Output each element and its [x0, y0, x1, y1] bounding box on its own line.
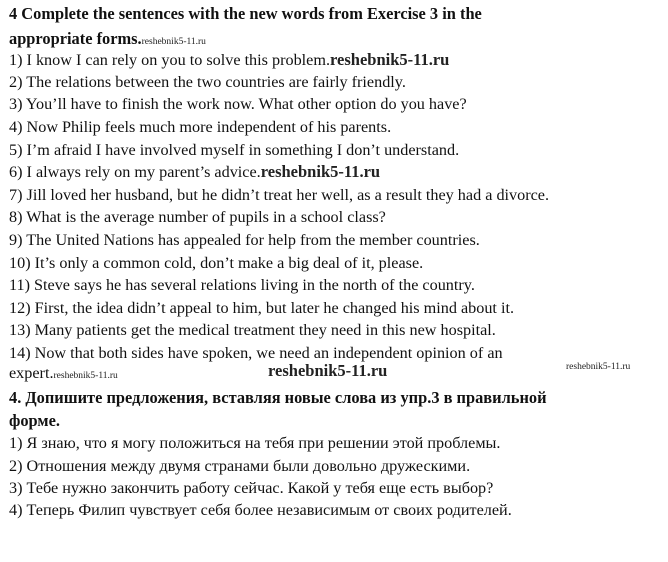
- sentence-item-ru-3: 3) Тебе нужно закончить работу сейчас. Какой у тебя еще есть выбор?: [9, 479, 494, 497]
- sentence-item-en-10: 10) It’s only a common cold, don’t make a big deal of it, please.: [9, 254, 424, 272]
- sentence-item-en-3: 3) You’ll have to finish the work now. What other option do you have?: [9, 95, 467, 113]
- exercise-heading-ru: 4. Допишите предложения, вставляя новые слова из упр.3 в правильной: [9, 388, 547, 407]
- watermark: reshebnik5-11.ru: [53, 371, 118, 381]
- watermark: reshebnik5-11.ru: [260, 162, 381, 181]
- sentence-item-en-6: [9, 162, 380, 182]
- sentence-text: 1) I know I can rely on you to solve this problem.: [9, 51, 330, 69]
- sentence-item-en-12: 12) First, the idea didn’t appeal to him, but later he changed his mind about it.: [9, 299, 515, 317]
- watermark: reshebnik5-11.ru: [330, 50, 450, 69]
- sentence-item-en-1: [9, 50, 449, 70]
- exercise-heading-en: 4 Complete the sentences with the new words from Exercise 3 in the: [9, 4, 482, 23]
- sentence-item-en-9: 9) The United Nations has appealed for help from the member countries.: [9, 231, 480, 249]
- watermark: reshebnik5-11.ru: [141, 37, 206, 47]
- sentence-item-en-8: 8) What is the average number of pupils in a school class?: [9, 208, 386, 226]
- exercise-heading-en-cont: appropriate forms.: [9, 29, 142, 48]
- sentence-item-en-5: 5) I’m afraid I have involved myself in something I don’t understand.: [9, 141, 460, 159]
- sentence-item-ru-4: 4) Теперь Филип чувствует себя более независимым от своих родителей.: [9, 501, 512, 519]
- watermark: reshebnik5-11.ru: [566, 362, 631, 372]
- sentence-text: expert.: [9, 364, 54, 382]
- sentence-item-en-14-cont: [9, 363, 118, 386]
- sentence-item-en-14: 14) Now that both sides have spoken, we need an independent opinion of an: [9, 344, 503, 362]
- sentence-item-en-7: 7) Jill loved her husband, but he didn’t treat her well, as a result they had a divorce.: [9, 186, 550, 204]
- exercise-heading-en-line2: [9, 29, 206, 52]
- sentence-item-en-13: 13) Many patients get the medical treatment they need in this new hospital.: [9, 321, 496, 339]
- sentence-item-en-11: 11) Steve says he has several relations living in the north of the country.: [9, 276, 475, 294]
- exercise-heading-ru-line2: форме.: [9, 411, 60, 430]
- sentence-item-en-4: 4) Now Philip feels much more independent of his parents.: [9, 118, 392, 136]
- sentence-item-ru-2: 2) Отношения между двумя странами были довольно дружескими.: [9, 457, 471, 475]
- sentence-item-ru-1: 1) Я знаю, что я могу положиться на тебя при решении этой проблемы.: [9, 434, 501, 452]
- sentence-text: 6) I always rely on my parent’s advice.: [9, 163, 261, 181]
- sentence-item-en-2: 2) The relations between the two countries are fairly friendly.: [9, 73, 406, 91]
- watermark: reshebnik5-11.ru: [268, 361, 388, 380]
